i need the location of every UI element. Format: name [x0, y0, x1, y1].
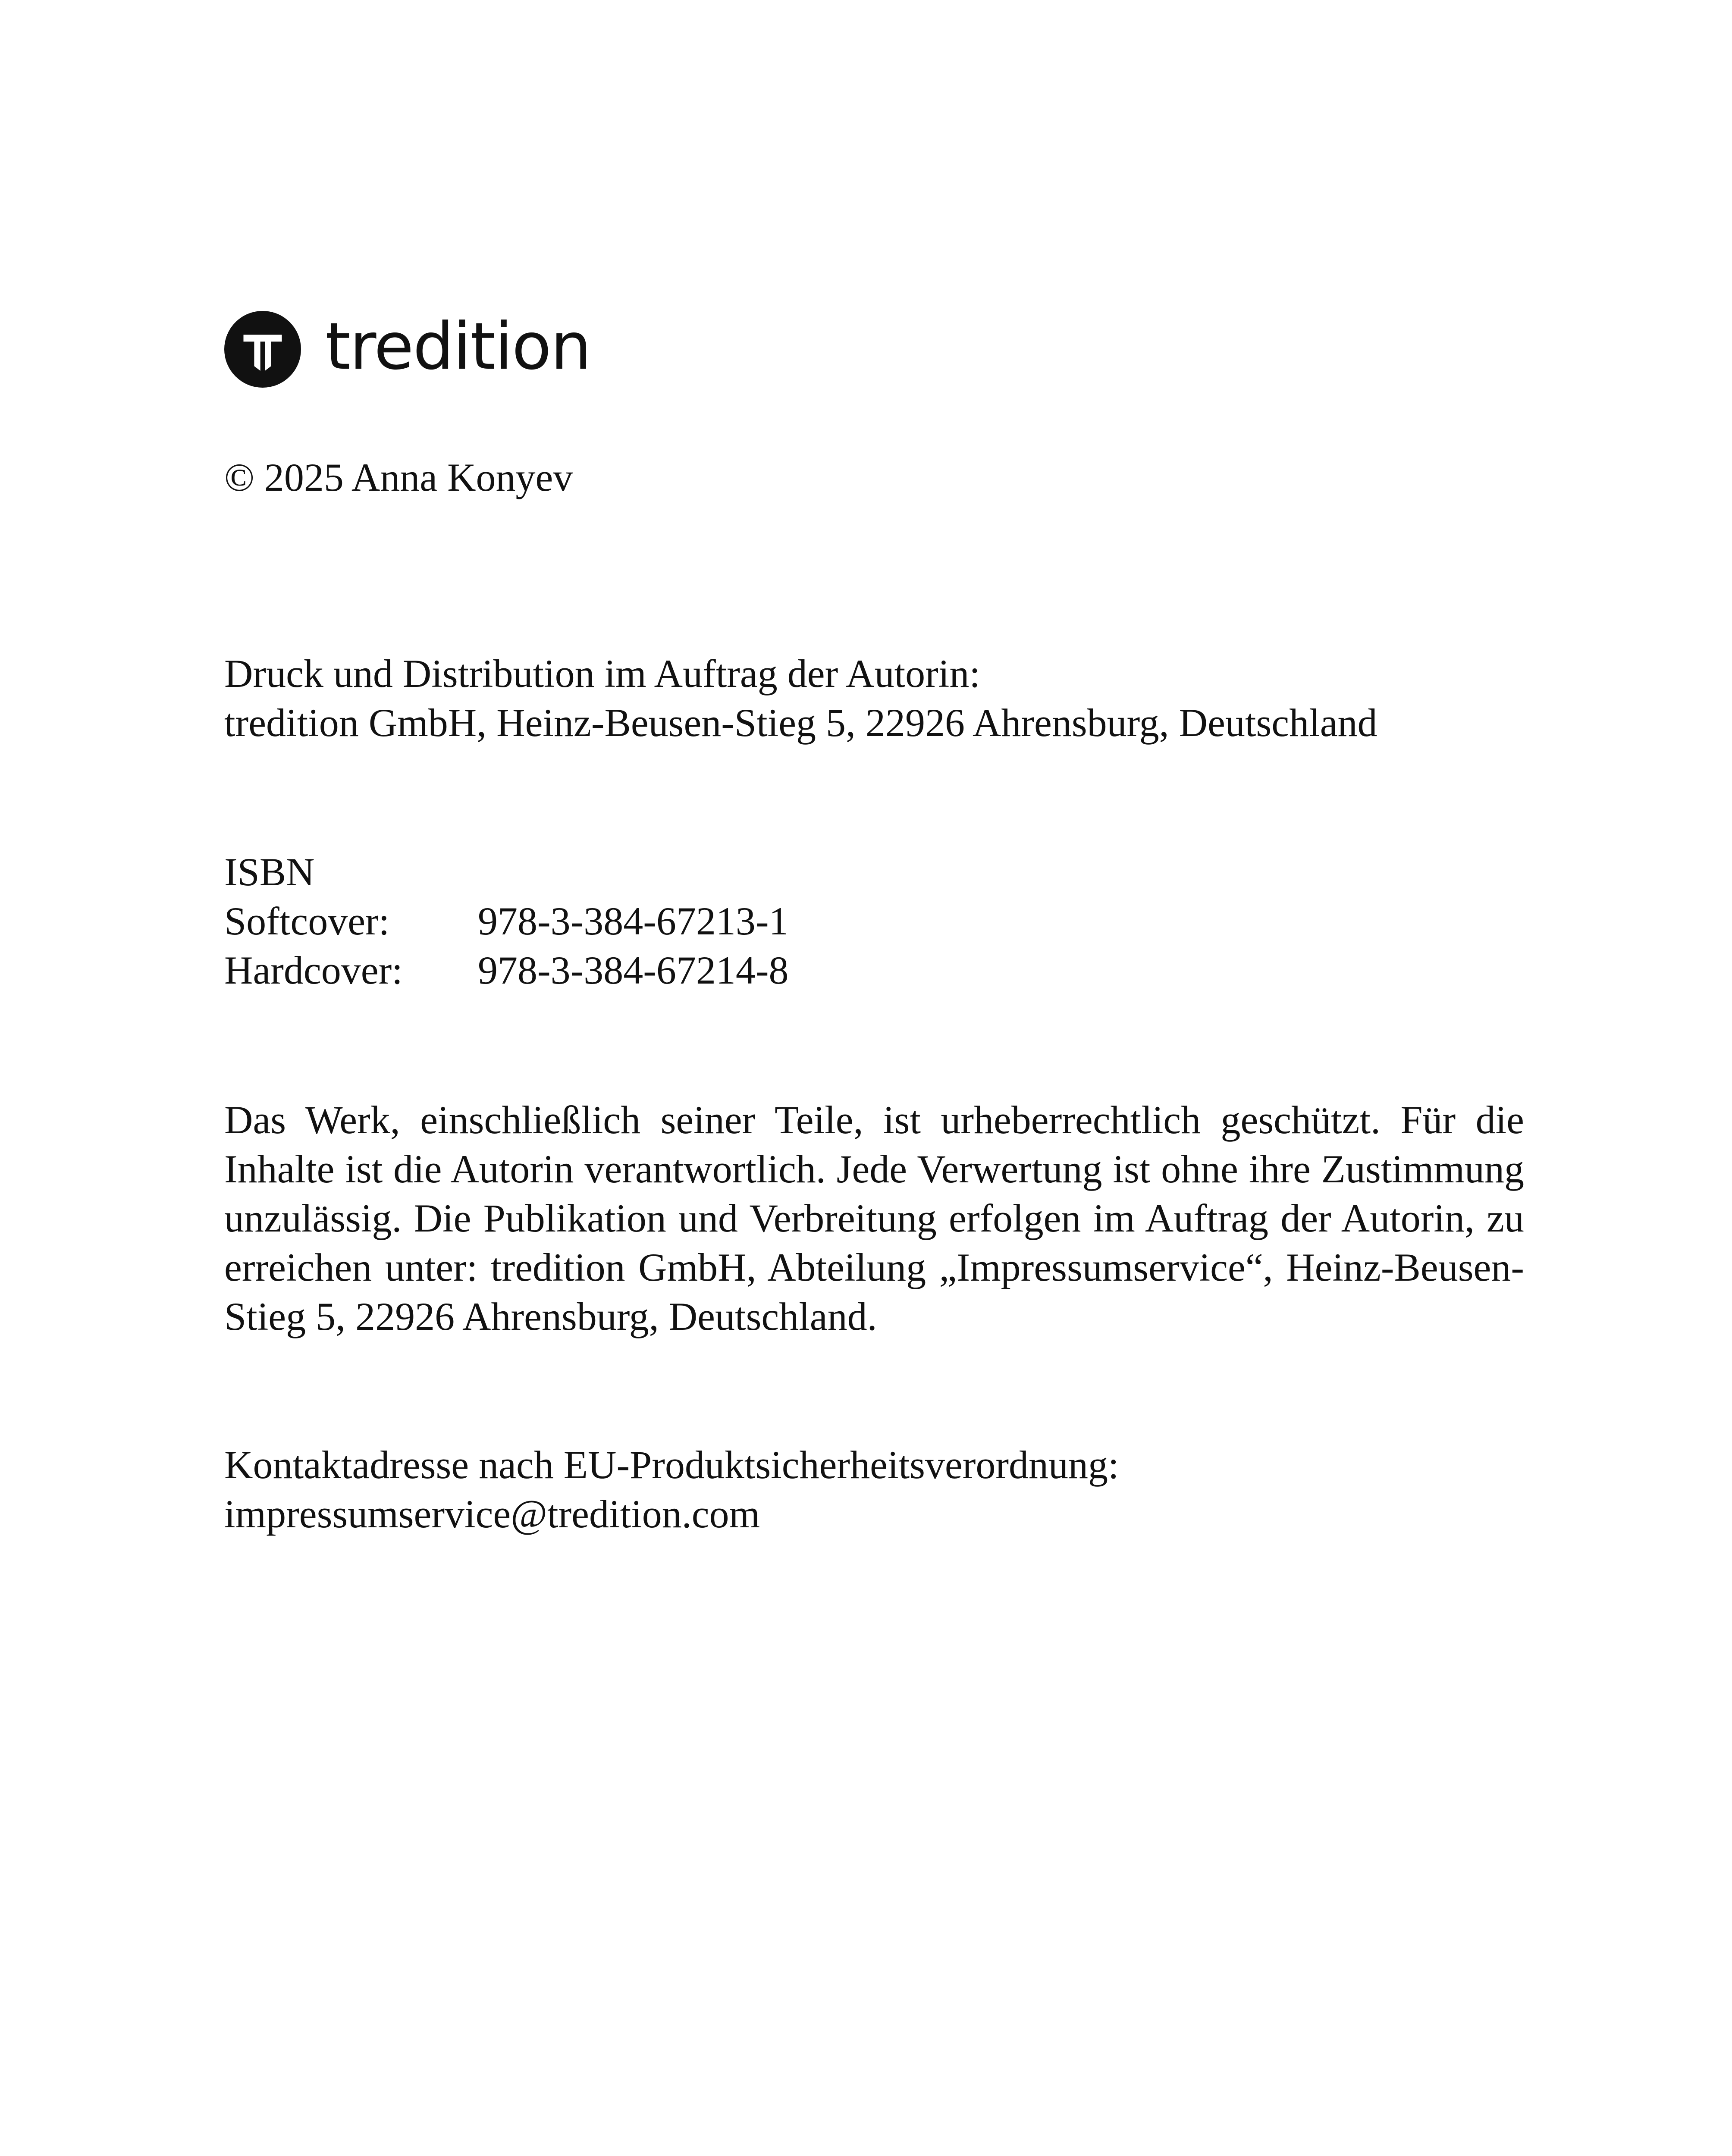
publisher-logo	[224, 310, 591, 388]
isbn-row-softcover	[224, 896, 1524, 946]
isbn-heading: ISBN	[224, 850, 315, 894]
isbn-row-hardcover	[224, 946, 1524, 995]
tredition-logo-icon	[224, 311, 301, 388]
copyright-notice: Das Werk, einschließlich seiner Teile, ist urheberrechtlich geschützt. Für die Inhalte ist die Autorin verantwortlich. Jede Verwertung ist ohne ihre Zustimmung unzulässig. Die Publikation und Verbreitung erfolgen im Auftrag der Autorin, zu erreichen unter: tredition GmbH, Abteilung „Impressumservice“, Heinz-Beusen-Stieg 5, 22926 Ahrensburg, Deutschland.	[224, 1098, 1524, 1338]
contact-email: impressumservice@tredition.com	[224, 1492, 760, 1536]
copyright-line: © 2025 Anna Konyev	[224, 455, 573, 499]
publisher-address: tredition GmbH, Heinz-Beusen-Stieg 5, 22926 Ahrensburg, Deutschland	[224, 701, 1377, 745]
isbn-value: 978-3-384-67213-1	[478, 899, 789, 943]
isbn-block	[224, 847, 1524, 995]
isbn-label: Hardcover:	[224, 948, 403, 992]
isbn-value: 978-3-384-67214-8	[478, 948, 789, 992]
print-distribution	[224, 649, 1524, 747]
isbn-label: Softcover:	[224, 899, 390, 943]
publisher-wordmark: tredition	[325, 309, 591, 384]
print-line-1: Druck und Distribution im Auftrag der Autorin:	[224, 652, 980, 696]
contact-block	[224, 1440, 1524, 1539]
contact-heading: Kontaktadresse nach EU-Produktsicherheitsverordnung:	[224, 1443, 1119, 1487]
